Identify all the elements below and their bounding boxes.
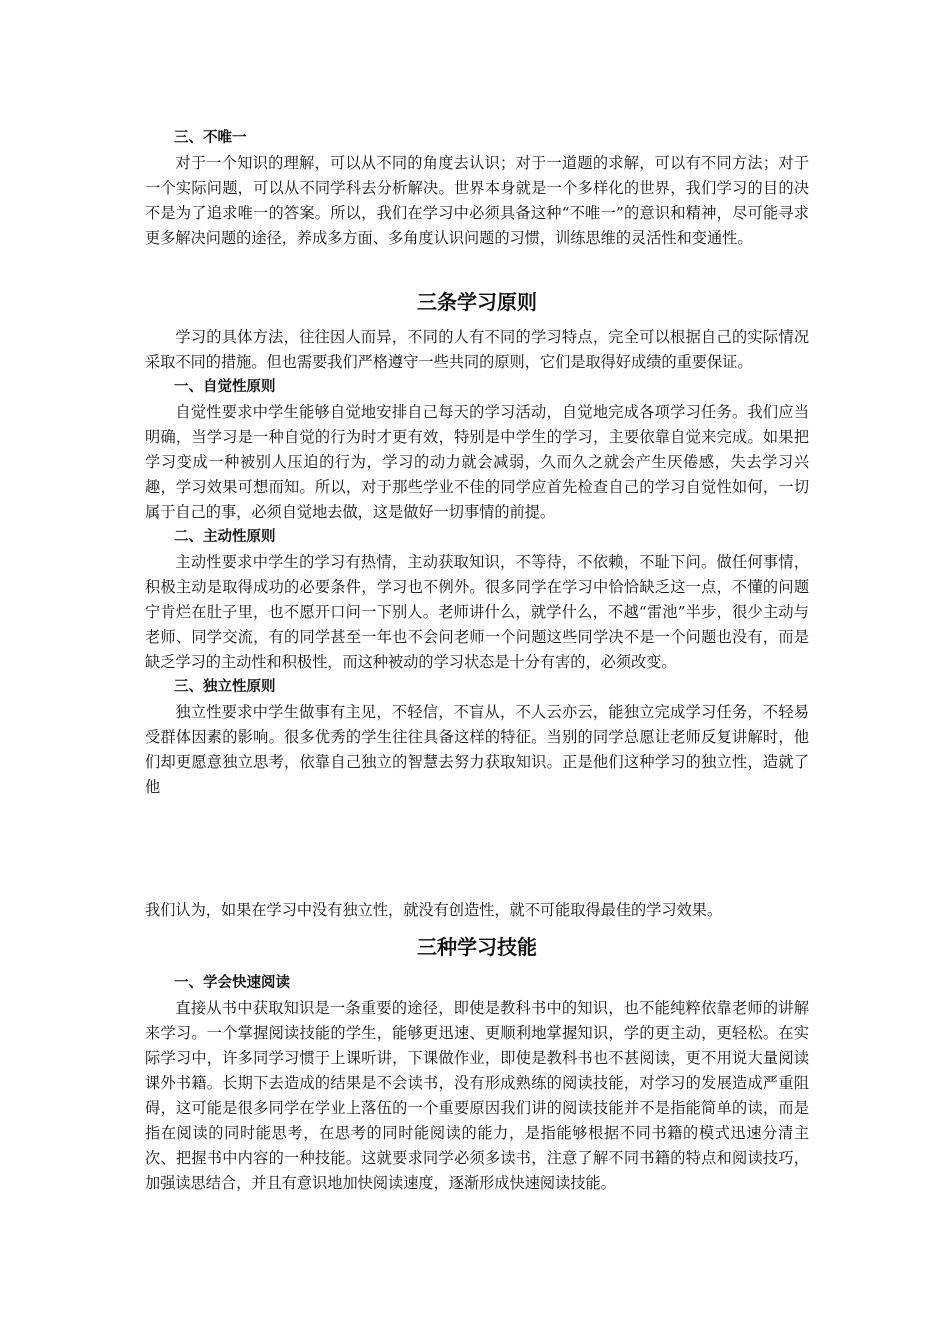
- principle-paragraph: 独立性要求中学生做事有主见，不轻信，不盲从，不人云亦云，能独立完成学习任务，不轻易受群体因素的影响。很多优秀的学生往往具备这样的特征。当别的同学总愿让老师反复讲解时，他们却更愿意独立思考，依靠自己独立的智慧去努力获取知识。正是他们这种学习的独立性，造就了他: [145, 703, 809, 796]
- section-heading: 三、不唯一: [174, 130, 247, 146]
- principle-paragraph: 自觉性要求中学生能够自觉地安排自己每天的学习活动，自觉地完成各项学习任务。我们应当明确，当学习是一种自觉的行为时才更有效，特别是中学生的学习，主要依靠自觉来完成。如果把学习变成一种被别人压迫的行为，学习的动力就会减弱，久而久之就会产生厌倦感，失去学习兴趣，学习效果可想而知。所以，对于那些学业不佳的同学应首先检查自己的学习自觉性如何，一切属于自己的事，必须自觉地去做，这是做好一切事情的前提。: [145, 403, 809, 521]
- section-principles: [145, 287, 809, 317]
- skill-paragraph: 直接从书中获取知识是一条重要的途径，即使是教科书中的知识，也不能纯粹依靠老师的讲解来学习。一个掌握阅读技能的学生，能够更迅速、更顺利地掌握知识，学的更主动，更轻松。在实际学习中，许多同学习惯于上课听讲，下课做作业，即使是教科书也不甚阅读，更不用说大量阅读课外书籍。长期下去造成的结果是不会读书，没有形成熟练的阅读技能，对学习的发展造成严重阻碍，这可能是很多同学在学业上落伍的一个重要原因我们讲的阅读技能并不是指能简单的读，而是指在阅读的同时能思考，在思考的同时能阅读的能力，是指能够根据不同书籍的模式迅速分清主次、把握书中内容的一种技能。这就要求同学必须多读书，注意了解不同书籍的特点和阅读技巧，加强读思结合，并且有意识地加快阅读速度，逐渐形成快速阅读技能。: [145, 999, 809, 1192]
- section-title: 三条学习原则: [417, 290, 537, 314]
- section-title: 三种学习技能: [417, 935, 537, 959]
- skills-body: [145, 971, 809, 1196]
- section-buweiyi: [145, 126, 809, 251]
- principle-heading: 一、自觉性原则: [174, 379, 276, 395]
- continuation-paragraph: 我们认为，如果在学习中没有独立性，就没有创造性，就不可能取得最佳的学习效果。: [145, 901, 723, 919]
- principle-heading: 三、独立性原则: [174, 679, 276, 695]
- intro-paragraph: 学习的具体方法，往往因人而异，不同的人有不同的学习特点，完全可以根据自己的实际情况采取不同的措施。但也需要我们严格遵守一些共同的原则，它们是取得好成绩的重要保证。: [145, 328, 809, 371]
- principle-paragraph: 主动性要求中学生的学习有热情，主动获取知识，不等待，不依赖，不耻下问。做任何事情，积极主动是取得成功的必要条件，学习也不例外。很多同学在学习中恰恰缺乏这一点，不懂的问题宁肯烂在肚子里，也不愿开口问一下别人。老师讲什么，就学什么，不越“雷池”半步，很少主动与老师、同学交流，有的同学甚至一年也不会问老师一个问题这些同学决不是一个问题也没有，而是缺乏学习的主动性和积极性，而这种被动的学习状态是十分有害的，必须改变。: [145, 553, 809, 671]
- paragraph: 对于一个知识的理解，可以从不同的角度去认识；对于一道题的求解，可以有不同方法；对于一个实际问题，可以从不同学科去分析解决。世界本身就是一个多样化的世界，我们学习的目的决不是为了追求唯一的答案。所以，我们在学习中必须具备这种“不唯一”的意识和精神，尽可能寻求更多解决问题的途径，养成多方面、多角度认识问题的习惯，训练思维的灵活性和变通性。: [145, 154, 809, 247]
- continuation-block: [145, 898, 809, 923]
- principles-body: [145, 325, 809, 800]
- section-skills: [145, 932, 809, 962]
- principle-heading: 二、主动性原则: [174, 529, 276, 545]
- skill-heading: 一、学会快速阅读: [174, 975, 290, 991]
